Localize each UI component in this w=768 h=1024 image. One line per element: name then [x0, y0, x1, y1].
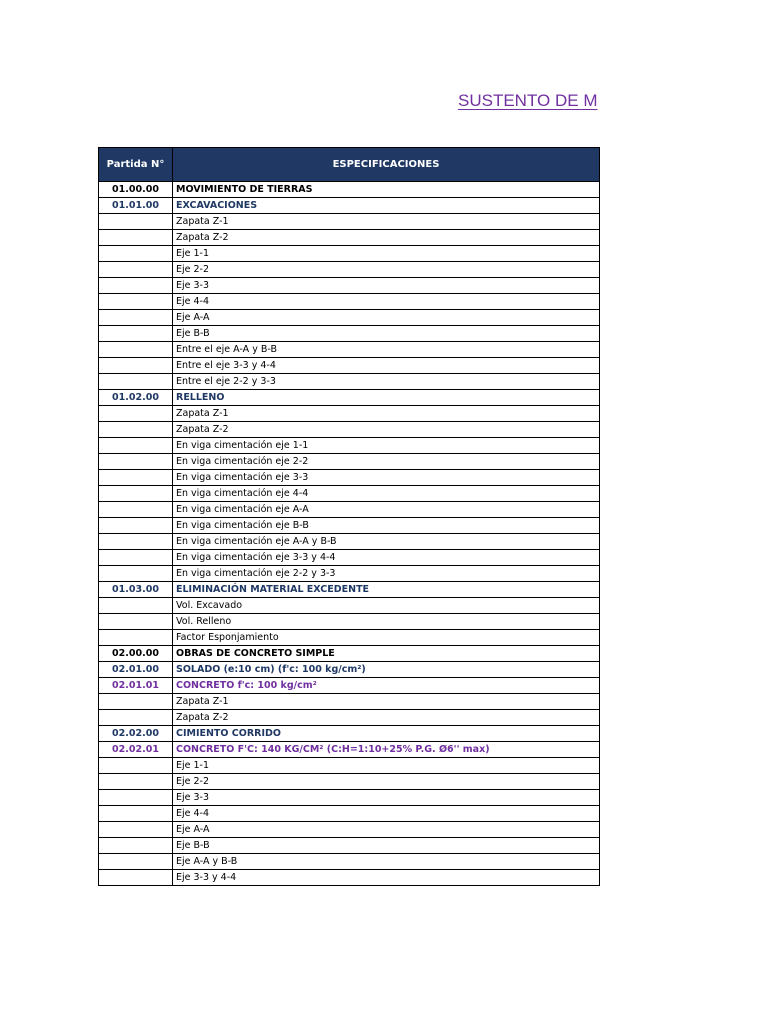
specification-cell: SOLADO (e:10 cm) (f'c: 100 kg/cm²)	[173, 662, 600, 678]
partida-code-cell	[99, 854, 173, 870]
table-row	[99, 182, 600, 198]
specification-cell: Zapata Z-2	[173, 422, 600, 438]
table-row	[99, 630, 600, 646]
table-row	[99, 310, 600, 326]
partida-code-cell	[99, 534, 173, 550]
table-row	[99, 854, 600, 870]
partida-code-cell: 02.02.01	[99, 742, 173, 758]
partida-code-cell: 01.02.00	[99, 390, 173, 406]
table-row	[99, 806, 600, 822]
specification-cell: En viga cimentación eje 2-2 y 3-3	[173, 566, 600, 582]
sheet-title: SUSTENTO DE M	[458, 91, 598, 110]
partida-code-cell	[99, 422, 173, 438]
table-row	[99, 726, 600, 742]
table-row	[99, 326, 600, 342]
partida-code-cell: 02.00.00	[99, 646, 173, 662]
table-row	[99, 438, 600, 454]
partida-code-cell	[99, 358, 173, 374]
table-row	[99, 678, 600, 694]
specification-cell: En viga cimentación eje 4-4	[173, 486, 600, 502]
partida-code-cell: 02.02.00	[99, 726, 173, 742]
specification-cell: Zapata Z-1	[173, 406, 600, 422]
specification-cell: RELLENO	[173, 390, 600, 406]
specification-cell: Zapata Z-1	[173, 694, 600, 710]
partida-code-cell: 02.01.00	[99, 662, 173, 678]
specification-cell: ELIMINACIÓN MATERIAL EXCEDENTE	[173, 582, 600, 598]
partida-code-cell: 01.00.00	[99, 182, 173, 198]
specification-cell: Eje 2-2	[173, 262, 600, 278]
partida-code-cell	[99, 310, 173, 326]
specification-cell: Vol. Excavado	[173, 598, 600, 614]
partida-code-cell: 01.03.00	[99, 582, 173, 598]
partida-code-cell	[99, 454, 173, 470]
table-row	[99, 550, 600, 566]
table-row	[99, 390, 600, 406]
specification-cell: Eje 2-2	[173, 774, 600, 790]
partida-code-cell	[99, 566, 173, 582]
table-row	[99, 742, 600, 758]
table-row	[99, 838, 600, 854]
partida-code-cell	[99, 486, 173, 502]
specification-cell: Eje A-A y B-B	[173, 854, 600, 870]
partida-code-cell	[99, 790, 173, 806]
table-row	[99, 342, 600, 358]
partida-code-cell	[99, 438, 173, 454]
partida-code-cell	[99, 262, 173, 278]
partida-code-cell	[99, 278, 173, 294]
table-row	[99, 518, 600, 534]
table-row	[99, 294, 600, 310]
specification-cell: Eje B-B	[173, 326, 600, 342]
partida-code-cell: 02.01.01	[99, 678, 173, 694]
table-row	[99, 598, 600, 614]
specification-cell: En viga cimentación eje 3-3	[173, 470, 600, 486]
partida-code-cell	[99, 230, 173, 246]
specification-cell: Eje A-A	[173, 310, 600, 326]
table-row	[99, 870, 600, 886]
table-row	[99, 422, 600, 438]
partida-code-cell	[99, 550, 173, 566]
table-row	[99, 710, 600, 726]
specifications-table	[98, 147, 600, 886]
partida-code-cell	[99, 774, 173, 790]
specification-cell: Entre el eje 2-2 y 3-3	[173, 374, 600, 390]
partida-code-cell	[99, 342, 173, 358]
table-row	[99, 470, 600, 486]
specification-cell: MOVIMIENTO DE TIERRAS	[173, 182, 600, 198]
specification-cell: EXCAVACIONES	[173, 198, 600, 214]
specification-cell: Zapata Z-1	[173, 214, 600, 230]
table-header-row	[99, 148, 600, 182]
partida-code-cell	[99, 710, 173, 726]
specification-cell: En viga cimentación eje A-A	[173, 502, 600, 518]
partida-code-cell: 01.01.00	[99, 198, 173, 214]
partida-code-cell	[99, 838, 173, 854]
table-row	[99, 790, 600, 806]
table-row	[99, 662, 600, 678]
specification-cell: CONCRETO F'C: 140 KG/CM² (C:H=1:10+25% P.G. Ø6'' max)	[173, 742, 600, 758]
table-row	[99, 758, 600, 774]
table-row	[99, 486, 600, 502]
partida-code-cell	[99, 806, 173, 822]
specification-cell: OBRAS DE CONCRETO SIMPLE	[173, 646, 600, 662]
specification-cell: Eje 3-3 y 4-4	[173, 870, 600, 886]
specification-cell: CONCRETO f'c: 100 kg/cm²	[173, 678, 600, 694]
table-row	[99, 694, 600, 710]
specification-cell: En viga cimentación eje A-A y B-B	[173, 534, 600, 550]
table-row	[99, 582, 600, 598]
specification-cell: En viga cimentación eje 3-3 y 4-4	[173, 550, 600, 566]
partida-code-cell	[99, 822, 173, 838]
partida-code-cell	[99, 406, 173, 422]
table-row	[99, 358, 600, 374]
specification-cell: Eje 4-4	[173, 806, 600, 822]
specification-cell: Eje A-A	[173, 822, 600, 838]
specification-cell: Eje 4-4	[173, 294, 600, 310]
header-partida: Partida N°	[99, 148, 173, 182]
table-row	[99, 614, 600, 630]
table-row	[99, 198, 600, 214]
partida-code-cell	[99, 598, 173, 614]
table-row	[99, 374, 600, 390]
specification-cell: Eje 1-1	[173, 246, 600, 262]
partida-code-cell	[99, 870, 173, 886]
header-especificaciones: ESPECIFICACIONES	[173, 148, 600, 182]
table-row	[99, 262, 600, 278]
specification-cell: Zapata Z-2	[173, 710, 600, 726]
specification-cell: En viga cimentación eje B-B	[173, 518, 600, 534]
table-row	[99, 214, 600, 230]
specification-cell: Entre el eje 3-3 y 4-4	[173, 358, 600, 374]
specification-cell: Entre el eje A-A y B-B	[173, 342, 600, 358]
partida-code-cell	[99, 374, 173, 390]
specification-cell: Vol. Relleno	[173, 614, 600, 630]
table-row	[99, 230, 600, 246]
partida-code-cell	[99, 518, 173, 534]
specification-cell: Zapata Z-2	[173, 230, 600, 246]
specification-cell: Factor Esponjamiento	[173, 630, 600, 646]
table-row	[99, 502, 600, 518]
table-row	[99, 534, 600, 550]
table-row	[99, 454, 600, 470]
table-row	[99, 774, 600, 790]
specification-cell: En viga cimentación eje 1-1	[173, 438, 600, 454]
specification-cell: Eje 1-1	[173, 758, 600, 774]
table-row	[99, 406, 600, 422]
partida-code-cell	[99, 294, 173, 310]
partida-code-cell	[99, 758, 173, 774]
specification-cell: Eje B-B	[173, 838, 600, 854]
table-body	[99, 182, 600, 886]
partida-code-cell	[99, 246, 173, 262]
partida-code-cell	[99, 630, 173, 646]
partida-code-cell	[99, 502, 173, 518]
table-row	[99, 822, 600, 838]
specification-cell: Eje 3-3	[173, 278, 600, 294]
specification-cell: CIMIENTO CORRIDO	[173, 726, 600, 742]
table-row	[99, 646, 600, 662]
table-row	[99, 278, 600, 294]
table-row	[99, 246, 600, 262]
partida-code-cell	[99, 614, 173, 630]
partida-code-cell	[99, 470, 173, 486]
partida-code-cell	[99, 214, 173, 230]
specification-cell: En viga cimentación eje 2-2	[173, 454, 600, 470]
table-row	[99, 566, 600, 582]
partida-code-cell	[99, 326, 173, 342]
specification-cell: Eje 3-3	[173, 790, 600, 806]
partida-code-cell	[99, 694, 173, 710]
